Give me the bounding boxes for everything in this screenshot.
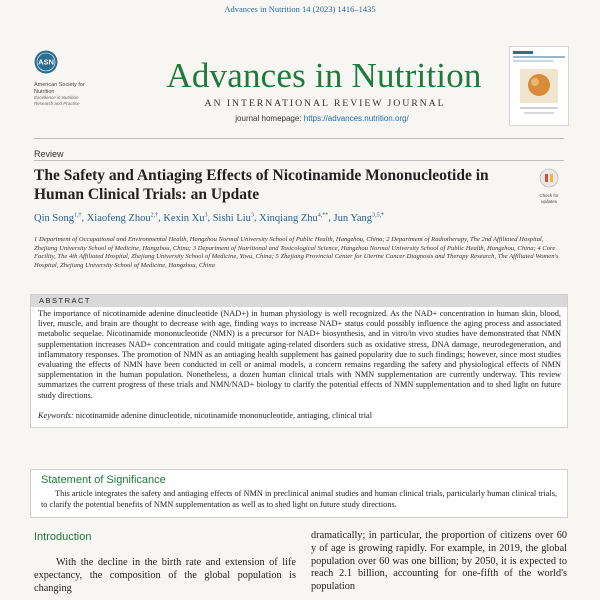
introduction-heading: Introduction bbox=[34, 531, 92, 543]
check-updates-label: Check for updates bbox=[539, 193, 559, 204]
keywords bbox=[38, 411, 561, 420]
introduction-text-right: dramatically; in particular, the proportion of citizens over 60 y of age is growing rapidly. For example, in 2019, the global population over 60 was one billion; by 2050, it is expected to reach 2.1 billion, accounting for one-fifth of the world's population bbox=[311, 530, 567, 593]
keywords-list: nicotinamide adenine dinucleotide, nicotinamide mononucleotide, antiaging, clinical trial bbox=[75, 411, 373, 420]
header-divider bbox=[34, 138, 564, 139]
journal-subtitle: AN INTERNATIONAL REVIEW JOURNAL bbox=[204, 98, 446, 109]
journal-homepage bbox=[122, 114, 522, 123]
author[interactable]: Sishi Liu$^3$ bbox=[212, 212, 254, 224]
author[interactable]: Xiaofeng Zhou$^{2,\dagger}$ bbox=[86, 212, 159, 224]
abstract-box bbox=[30, 294, 568, 428]
asn-logo-icon bbox=[34, 50, 58, 74]
check-for-updates-badge[interactable] bbox=[538, 168, 560, 204]
society-tagline: Excellence in Nutrition Research and Practice bbox=[34, 95, 80, 106]
abstract-heading: ABSTRACT bbox=[31, 295, 567, 307]
author-list: Qin Song$^{1,\dagger}$, Xiaofeng Zhou$^{2,\dagger}$, Kexin Xu$^3$, Sishi Liu$^3$, Xinqiang Zhu$^{4,**}$, Jun Yang$^{3,5,*}$ bbox=[34, 212, 385, 224]
author[interactable]: Jun Yang$^{3,5,*}$ bbox=[333, 212, 385, 224]
article-section-label: Review bbox=[34, 149, 64, 159]
asn-logo-text: ASN bbox=[38, 57, 54, 67]
journal-title: Advances in Nutrition bbox=[166, 56, 482, 95]
journal-cover-thumbnail[interactable] bbox=[509, 46, 569, 126]
check-updates-icon bbox=[538, 168, 560, 188]
significance-box bbox=[30, 469, 568, 518]
author[interactable]: Qin Song$^{1,\dagger}$ bbox=[34, 212, 82, 224]
abstract-text: The importance of nicotinamide adenine dinucleotide (NAD+) in human physiology is well recognized. As the NAD+ concentration in human skin, blood, liver, muscle, and brain are thought to decrease with age, finding ways to increase NAD+ status could possibly influence the aging process and associated metabolic sequelae. Nicotinamide mononucleotide (NMN) is a precursor for NAD+ biosynthesis, and in vitro/in vivo studies have demonstrated that NMN supplementation increases NAD+ concentration and could mitigate aging-related disorders such as oxidative stress, DNA damage, neurodegeneration, and inflammatory responses. The promotion of NMN as an antiaging health supplement has gained popularity due to such findings; however, since most studies evaluating the effects of NMN have been conducted in cell or animal models, a concern remains regarding the safety and physiological effects of NMN supplementation in the human population. Nonetheless, a dozen human clinical trials with NMN supplementation are currently underway. This review summarizes the current progress of these trials and NMN/NAD+ biology to clarify the potential effects of NMN supplementation and to shed light on future study directions. bbox=[38, 309, 561, 400]
journal-citation: Advances in Nutrition 14 (2023) 1416–1435 bbox=[224, 4, 376, 14]
keywords-label: Keywords: bbox=[38, 411, 74, 420]
section-divider bbox=[34, 160, 564, 161]
author[interactable]: Kexin Xu$^3$ bbox=[163, 212, 208, 224]
significance-heading: Statement of Significance bbox=[41, 474, 166, 486]
significance-text: This article integrates the safety and antiaging effects of NMN in preclinical animal studies and human clinical trials, particularly human clinical trials, to clarify the potential benefits of NMN supplementation as well as to shed light on future study directions. bbox=[41, 489, 557, 509]
introduction-text-left: With the decline in the birth rate and extension of life expectancy, the composition of the global population is changing bbox=[34, 557, 296, 594]
society-block bbox=[34, 82, 94, 106]
homepage-link[interactable]: https://advances.nutrition.org/ bbox=[303, 114, 409, 123]
author[interactable]: Xinqiang Zhu$^{4,**}$ bbox=[259, 212, 329, 224]
society-name: American Society for Nutrition bbox=[34, 82, 85, 95]
homepage-label: journal homepage: bbox=[235, 114, 302, 123]
article-title: The Safety and Antiaging Effects of Nicotinamide Mononucleotide in Human Clinical Trials: an Update bbox=[34, 167, 489, 203]
affiliations: 1 Department of Occupational and Environmental Health, Hangzhou Normal University School of Public Health, Hangzhou, China; 2 Department of Radiotherapy, The 2nd Affiliated Hospital, Zhejiang University School of Medicine, Hangzhou, China; 3 Department of Nutritional and Toxicological Science, Hangzhou Normal University School of Public Health, Hangzhou, China; 4 Core Facility, The 4th Affiliated Hospital, Zhejiang University School of Medicine, Yiwu, China; 5 Zhejiang Provincial Center for Uterine Cancer Diagnosis and Therapy Research, The Affiliated Women's Hospital, Zhejiang University School of Medicine, Hangzhou, China bbox=[34, 236, 559, 269]
